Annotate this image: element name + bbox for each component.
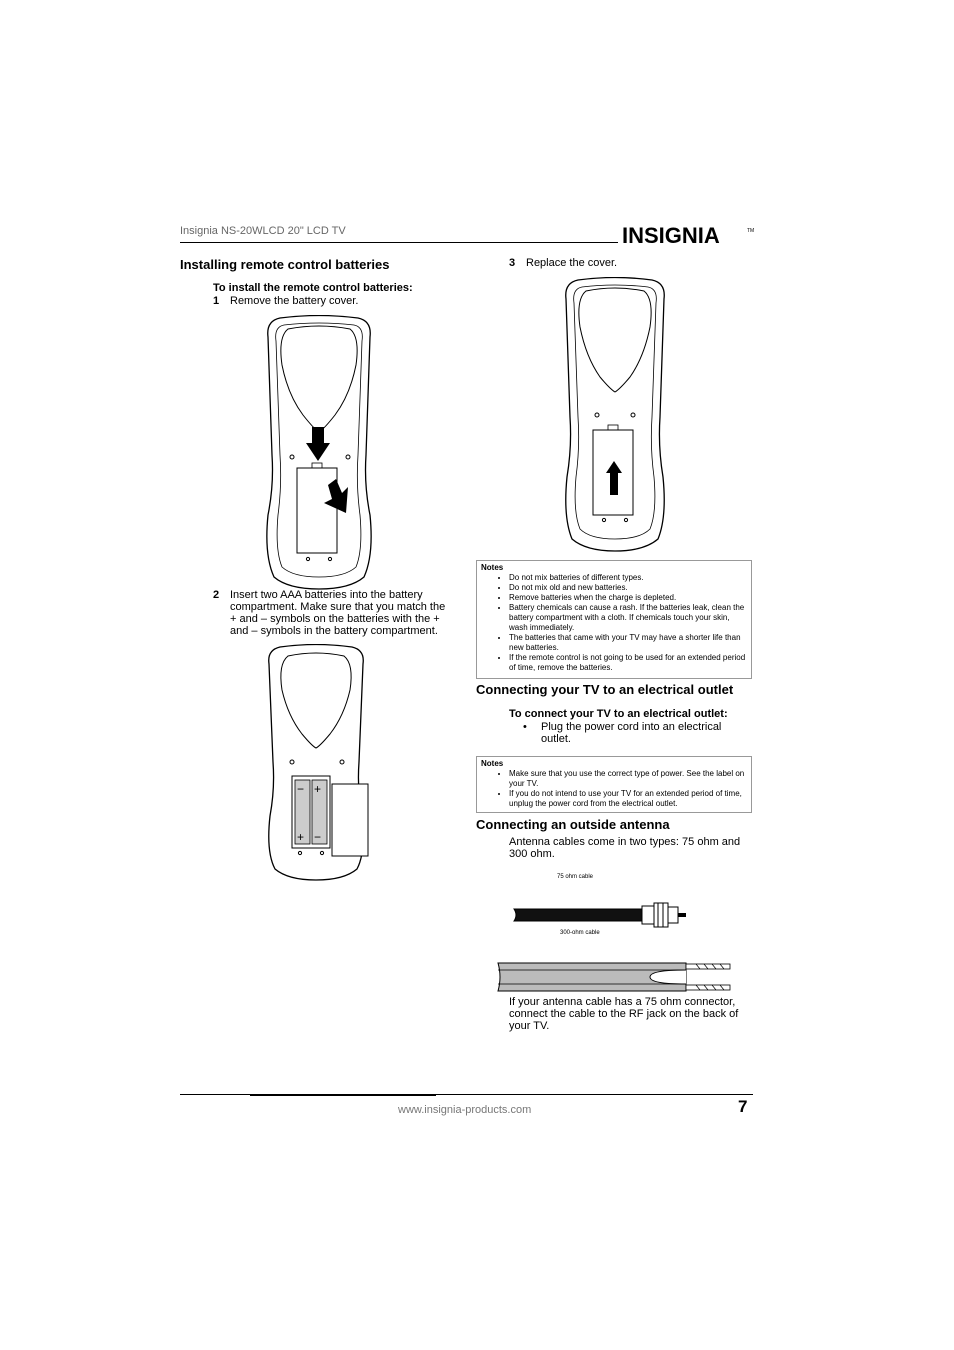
outlet-bullet-item: [523, 721, 722, 745]
notes-box-power: [476, 756, 752, 813]
header-title: Insignia NS-20WLCD 20" LCD TV: [180, 225, 346, 237]
logo-tm: TM: [747, 228, 754, 234]
step-2: [213, 589, 453, 637]
bullet-glyph: •: [523, 721, 527, 733]
notes-list: [481, 769, 747, 809]
notes-item: • If the remote control is not going to be used for an extended period of time, remove the batteries.: [509, 653, 747, 673]
section-title-remote-batteries: Installing remote control batteries: [180, 257, 390, 272]
notes-title: Notes: [481, 563, 504, 572]
cable-75-label: 75 ohm cable: [557, 874, 594, 880]
procedure-title-outlet: To connect your TV to an electrical outlet:: [509, 708, 728, 720]
step-2-text-line: compartment. Make sure that you match the: [230, 601, 446, 613]
section-title-electrical-outlet: Connecting your TV to an electrical outlet: [476, 682, 734, 697]
procedure-title-batteries: To install the remote control batteries:: [213, 282, 413, 294]
step-3-text: Replace the cover.: [526, 257, 618, 269]
svg-text:+: +: [297, 830, 305, 844]
cable-75-ohm-figure: [512, 898, 692, 932]
antenna-intro: [509, 836, 740, 860]
step-3: [509, 257, 618, 269]
notes-item: • Remove batteries when the charge is depleted.: [509, 593, 747, 603]
remote-figure-insert-batteries: [262, 644, 374, 882]
svg-text:−: −: [297, 782, 305, 796]
step-3-number: 3: [509, 257, 516, 269]
footer-rule-accent: [250, 1095, 436, 1096]
antenna-outro-line: connect the cable to the RF jack on the back of: [509, 1008, 739, 1020]
remote-figure-remove-cover: [260, 315, 378, 590]
header-rule: [180, 242, 618, 243]
step-1: [213, 295, 359, 307]
notes-item: • If you do not intend to use your TV for an extended period of time, unplug the power cord from the electrical outlet.: [509, 789, 747, 809]
step-2-number: 2: [213, 589, 220, 601]
notes-box-batteries: [476, 560, 752, 679]
antenna-outro-line: your TV.: [509, 1020, 550, 1032]
antenna-intro-line: Antenna cables come in two types: 75 ohm and: [509, 836, 741, 848]
section-title-antenna: Connecting an outside antenna: [476, 817, 670, 832]
notes-item: • Do not mix old and new batteries.: [509, 583, 747, 593]
step-2-text-line: Insert two AAA batteries into the battery: [230, 589, 423, 601]
antenna-outro: [509, 996, 738, 1032]
antenna-outro-line: If your antenna cable has a 75 ohm connector,: [509, 996, 736, 1008]
svg-text:+: +: [314, 782, 322, 796]
antenna-intro-line: 300 ohm.: [509, 848, 555, 860]
remote-figure-replace-cover: [560, 277, 670, 553]
step-2-text-line: and – symbols in the battery compartment.: [230, 625, 438, 637]
outlet-bullet-line: Plug the power cord into an electrical: [541, 721, 722, 733]
step-1-number: 1: [213, 295, 220, 307]
insignia-logo: [622, 218, 754, 252]
footer-url: www.insignia-products.com: [398, 1104, 532, 1116]
step-2-text-line: + and – symbols on the batteries with the +: [230, 613, 440, 625]
svg-text:−: −: [314, 830, 322, 844]
logo-text: INSIGNIA: [622, 223, 720, 248]
notes-title: Notes: [481, 759, 504, 768]
cable-300-ohm-figure: [496, 960, 736, 994]
cable-300-label: 300-ohm cable: [560, 930, 600, 936]
notes-item: • Battery chemicals can cause a rash. If the batteries leak, clean the battery compartment with a cloth. If chemicals touch your skin, wash immediately.: [509, 603, 747, 633]
notes-item: • The batteries that came with your TV may have a shorter life than new batteries.: [509, 633, 747, 653]
notes-list: [481, 573, 747, 673]
notes-item: • Do not mix batteries of different types.: [509, 573, 747, 583]
page-number: 7: [738, 1097, 748, 1116]
outlet-bullet-line: outlet.: [541, 733, 571, 745]
notes-item: • Make sure that you use the correct type of power. See the label on your TV.: [509, 769, 747, 789]
step-1-text: Remove the battery cover.: [230, 295, 359, 307]
